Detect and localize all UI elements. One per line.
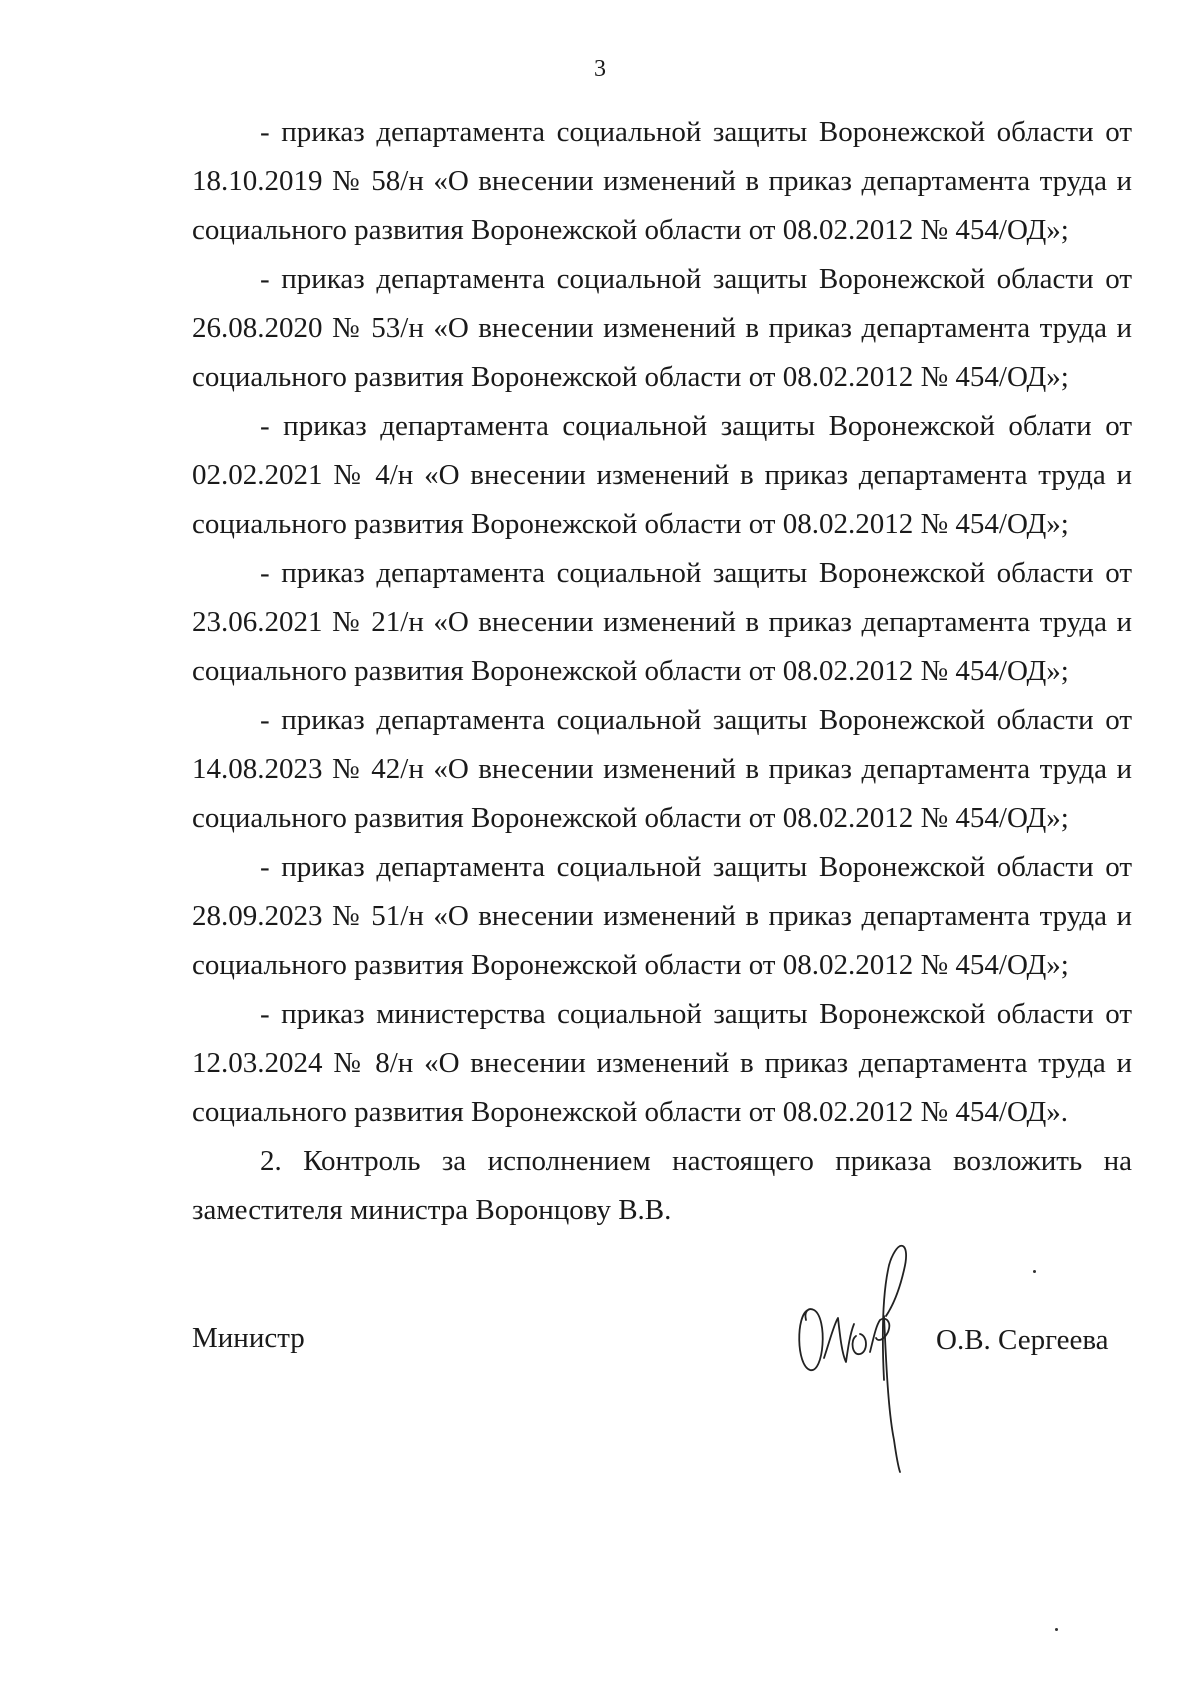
list-item-text: - приказ департамента социальной защиты Воронежской области от 18.10.2019 № 58/н «О внесении изменений в приказ департамента труда и [192, 116, 1132, 197]
list-item [192, 402, 1132, 549]
list-item-text-tail: социального развития Воронежской области от 08.02.2012 № 454/ОД». [192, 1096, 1068, 1128]
list-item-text-tail: социального развития Воронежской области от 08.02.2012 № 454/ОД»; [192, 508, 1069, 540]
clause-2: 2. Контроль за исполнением настоящего приказа возложить на заместителя министра Воронцову В.В. [192, 1145, 1132, 1226]
list-item-text: - приказ департамента социальной защиты Воронежской области от 26.08.2020 № 53/н «О внесении изменений в приказ департамента труда и [192, 263, 1132, 344]
list-item-text: - приказ департамента социальной защиты Воронежской области от 28.09.2023 № 51/н «О внесении изменений в приказ департамента труда и [192, 851, 1132, 932]
handwritten-signature [790, 1240, 940, 1510]
list-item [192, 255, 1132, 402]
list-item [192, 549, 1132, 696]
list-item-text: - приказ министерства социальной защиты Воронежской области от 12.03.2024 № 8/н «О внесении изменений в приказ департамента труда и [192, 998, 1132, 1079]
list-item [192, 843, 1132, 990]
list-item-text: - приказ департамента социальной защиты Воронежской облати от 02.02.2021 № 4/н «О внесении изменений в приказ департамента труда и [192, 410, 1132, 491]
list-item-text: - приказ департамента социальной защиты Воронежской области от 23.06.2021 № 21/н «О внесении изменений в приказ департамента труда и [192, 557, 1132, 638]
list-item-text: - приказ департамента социальной защиты Воронежской области от 14.08.2023 № 42/н «О внесении изменений в приказ департамента труда и [192, 704, 1132, 785]
list-item [192, 108, 1132, 255]
scan-speck [1033, 1270, 1036, 1273]
list-item [192, 990, 1132, 1137]
list-item [192, 696, 1132, 843]
list-item-text-tail: социального развития Воронежской области от 08.02.2012 № 454/ОД»; [192, 802, 1069, 834]
signatory-name: О.В. Сергеева [936, 1324, 1109, 1356]
list-item-text-tail: социального развития Воронежской области от 08.02.2012 № 454/ОД»; [192, 214, 1069, 246]
signatory-position: Министр [192, 1322, 305, 1354]
page-number: 3 [594, 56, 606, 82]
list-item-text-tail: социального развития Воронежской области от 08.02.2012 № 454/ОД»; [192, 949, 1069, 981]
document-body [192, 108, 1132, 1235]
list-item-text-tail: социального развития Воронежской области от 08.02.2012 № 454/ОД»; [192, 361, 1069, 393]
list-item-text-tail: социального развития Воронежской области от 08.02.2012 № 454/ОД»; [192, 655, 1069, 687]
scan-speck [1055, 1628, 1058, 1631]
